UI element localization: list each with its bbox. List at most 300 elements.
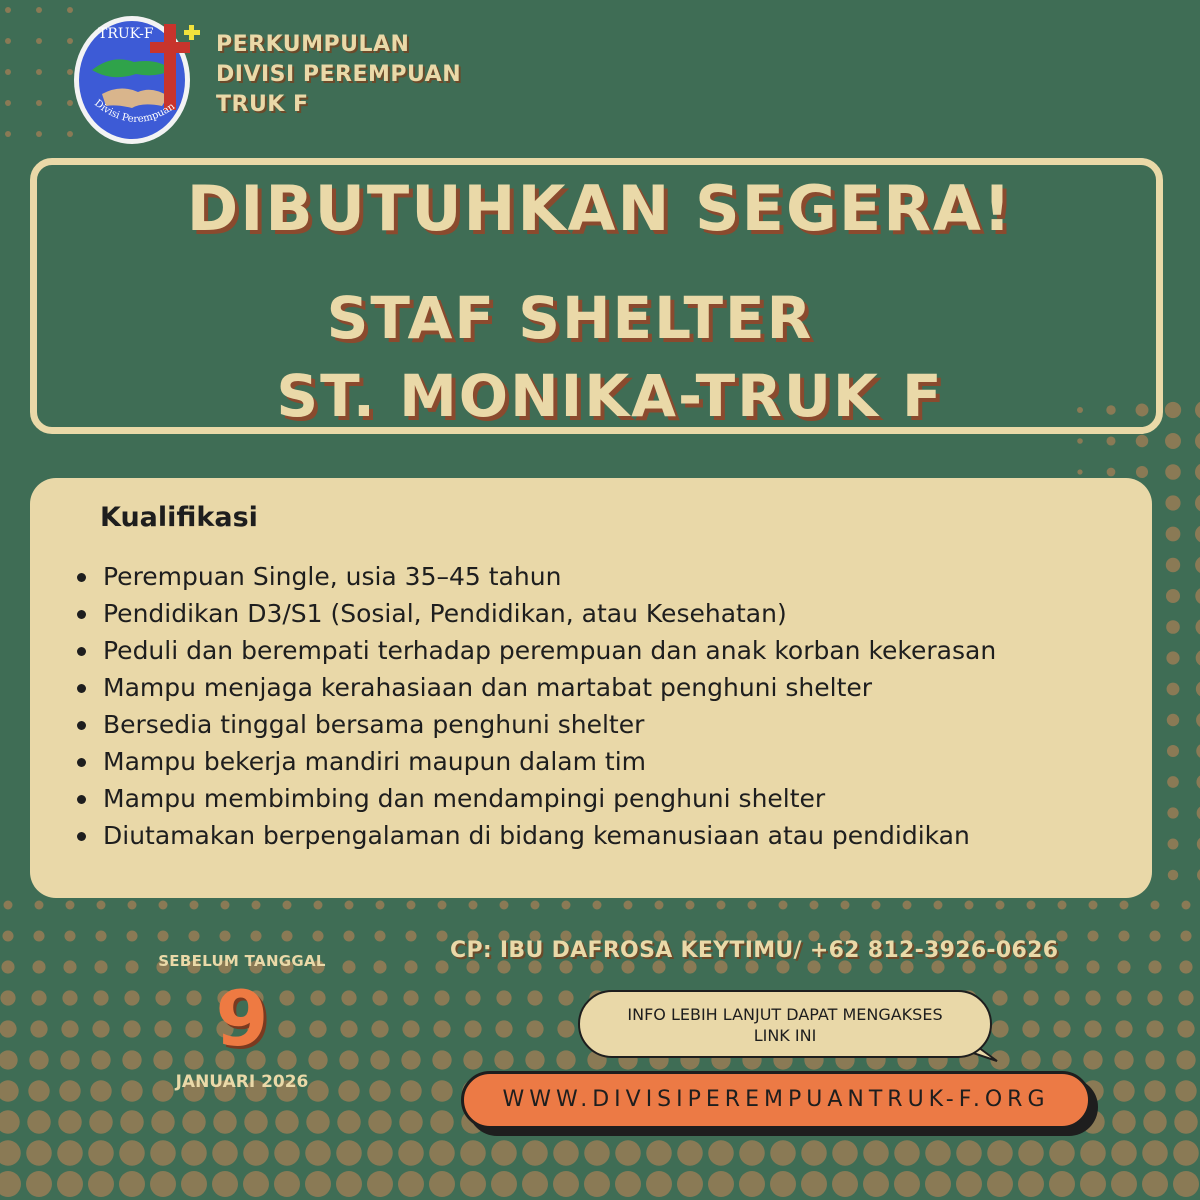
decor-dot [432, 1050, 451, 1069]
decor-dot [1180, 930, 1191, 941]
decor-dot [1018, 1171, 1044, 1197]
decor-dot [26, 1140, 52, 1166]
decor-dot [438, 901, 447, 910]
decor-dot [1195, 556, 1200, 574]
decor-dot [1197, 806, 1200, 821]
decor-dot [281, 930, 292, 941]
decor-dot [1114, 1050, 1133, 1069]
decor-dot [1027, 901, 1036, 910]
decor-dot [89, 1110, 112, 1133]
decor-dot [120, 1110, 143, 1133]
decor-dot [369, 1080, 390, 1101]
decor-dot [1165, 495, 1180, 510]
decor-dot [1118, 930, 1129, 941]
decor-dot [801, 1171, 827, 1197]
decor-dot [91, 1050, 110, 1069]
decor-dot [1083, 1050, 1102, 1069]
decor-dot [250, 930, 261, 941]
decor-dot [1148, 960, 1161, 973]
decor-dot [125, 960, 138, 973]
decor-dot [371, 1020, 388, 1037]
decor-dot [496, 990, 511, 1005]
decor-dot [956, 1171, 982, 1197]
decor-dot [1167, 714, 1179, 726]
decor-dot [863, 1140, 889, 1166]
decor-dot [677, 1171, 703, 1197]
decor-dot [64, 930, 75, 941]
decor-dot [342, 960, 355, 973]
decor-dot [36, 38, 42, 44]
decor-dot [372, 990, 387, 1005]
decor-dot [0, 1020, 17, 1037]
decor-dot [1142, 1171, 1168, 1197]
decor-dot [770, 1171, 796, 1197]
decor-dot [434, 990, 449, 1005]
decor-dot [841, 901, 850, 910]
decor-dot [491, 1171, 517, 1197]
decor-dot [1195, 494, 1200, 512]
decor-dot [29, 1050, 48, 1069]
decor-dot [1053, 1020, 1070, 1037]
decor-dot [1120, 901, 1129, 910]
decor-dot [686, 901, 695, 910]
decor-dot [1196, 743, 1200, 759]
decor-dot [97, 901, 106, 910]
decor-dot [252, 901, 261, 910]
decor-dot [934, 901, 943, 910]
decor-dot [739, 1140, 765, 1166]
decor-dot [36, 69, 42, 75]
decor-dot [4, 901, 13, 910]
decor-dot [0, 1171, 21, 1197]
decor-dot [35, 901, 44, 910]
decor-dot [553, 1140, 579, 1166]
contact-person: CP: IBU DAFROSA KEYTIMU/ +62 812-3926-0626 [450, 938, 1059, 963]
decor-dot [1049, 1171, 1075, 1197]
decor-dot [274, 1140, 300, 1166]
decor-dot [500, 901, 509, 910]
decor-dot [832, 1140, 858, 1166]
decor-dot [159, 901, 168, 910]
decor-dot [63, 960, 76, 973]
decor-dot [343, 930, 354, 941]
decor-dot [996, 901, 1005, 910]
decor-dot [1084, 1020, 1101, 1037]
decor-dot [1166, 527, 1181, 542]
decor-dot [903, 901, 912, 910]
decor-dot [243, 1171, 269, 1197]
decor-dot [95, 930, 106, 941]
decor-dot [1167, 745, 1179, 757]
decor-dot [367, 1140, 393, 1166]
decor-dot [1196, 650, 1200, 667]
decor-dot [219, 930, 230, 941]
decor-dot [36, 131, 42, 137]
decor-dot [522, 1171, 548, 1197]
decor-dot [429, 1171, 455, 1197]
decor-dot [0, 1050, 18, 1069]
decor-dot [126, 930, 137, 941]
org-line-1: PERKUMPULAN [216, 32, 410, 57]
decor-dot [403, 990, 418, 1005]
decor-dot [88, 1171, 114, 1197]
decor-dot [337, 1110, 360, 1133]
decor-dot [435, 960, 448, 973]
decor-dot [1151, 901, 1160, 910]
decor-dot [460, 1171, 486, 1197]
decor-dot [181, 1171, 207, 1197]
decor-dot [119, 1140, 145, 1166]
decor-dot [1195, 432, 1200, 450]
decor-dot [810, 901, 819, 910]
decor-dot [368, 1110, 391, 1133]
decor-dot [1077, 469, 1082, 474]
decor-dot [1087, 930, 1098, 941]
decor-dot [677, 1140, 703, 1166]
decor-dot [5, 38, 11, 44]
decor-dot [150, 1140, 176, 1166]
decor-dot [558, 990, 573, 1005]
decor-dot [562, 901, 571, 910]
decor-dot [925, 1140, 951, 1166]
decor-dot [62, 990, 77, 1005]
decor-dot [1166, 589, 1180, 603]
list-item: Bersedia tinggal bersama penghuni shelter [70, 706, 996, 743]
decor-dot [305, 1171, 331, 1197]
decor-dot [274, 1171, 300, 1197]
decor-dot [872, 901, 881, 910]
decor-dot [36, 7, 42, 13]
decor-dot [1107, 468, 1116, 477]
decor-dot [1149, 930, 1160, 941]
decor-dot [1174, 1110, 1197, 1133]
decor-dot [5, 69, 11, 75]
headline-location: ST. MONIKA-TRUK F [276, 362, 944, 430]
decor-dot [1178, 990, 1193, 1005]
decor-dot [1195, 463, 1200, 481]
decor-dot [469, 901, 478, 910]
decor-dot [1, 960, 14, 973]
decor-dot [221, 901, 230, 910]
decor-dot [1145, 1050, 1164, 1069]
decor-dot [593, 901, 602, 910]
decor-dot [832, 1171, 858, 1197]
decor-dot [646, 1171, 672, 1197]
decor-dot [1176, 1050, 1195, 1069]
decor-dot [1142, 1140, 1168, 1166]
deadline-day: 9 [215, 974, 269, 1063]
decor-dot [28, 1080, 49, 1101]
decor-dot [465, 990, 480, 1005]
decor-dot [655, 901, 664, 910]
decor-dot [557, 1020, 574, 1037]
decor-dot [1144, 1080, 1165, 1101]
decor-dot [399, 1110, 422, 1133]
decor-dot [1058, 901, 1067, 910]
decor-dot [770, 1140, 796, 1166]
decor-dot [1018, 1140, 1044, 1166]
decor-dot [345, 901, 354, 910]
decor-dot [1077, 438, 1083, 444]
decor-dot [157, 930, 168, 941]
decor-dot [739, 1171, 765, 1197]
website-link-button[interactable]: WWW.DIVISIPEREMPUANTRUK-F.ORG [461, 1071, 1091, 1129]
decor-dot [1086, 960, 1099, 973]
decor-dot [992, 990, 1007, 1005]
decor-dot [5, 100, 11, 106]
decor-dot [58, 1110, 81, 1133]
decor-dot [90, 1080, 111, 1101]
decor-dot [584, 1171, 610, 1197]
decor-dot [150, 1171, 176, 1197]
decor-dot [1136, 466, 1148, 478]
decor-dot [1168, 839, 1179, 850]
decor-dot [495, 1020, 512, 1037]
decor-dot [26, 1171, 52, 1197]
decor-dot [370, 1050, 389, 1069]
decor-dot [584, 1140, 610, 1166]
decor-dot [30, 1020, 47, 1037]
decor-dot [1116, 990, 1131, 1005]
decor-dot [1173, 1171, 1199, 1197]
decor-dot [460, 1140, 486, 1166]
decor-dot [1111, 1140, 1137, 1166]
decor-dot [57, 1140, 83, 1166]
decor-dot [1166, 620, 1180, 634]
decor-dot [128, 901, 137, 910]
decor-dot [306, 1110, 329, 1133]
decor-dot [748, 901, 757, 910]
decor-dot [405, 930, 416, 941]
org-line-2: DIVISI PEREMPUAN [216, 62, 462, 87]
decor-dot [894, 1171, 920, 1197]
decor-dot [1196, 774, 1200, 789]
decor-dot [312, 930, 323, 941]
decor-dot [0, 1110, 20, 1133]
decor-dot [36, 100, 42, 106]
decor-dot [2, 930, 13, 941]
decor-dot [1165, 433, 1181, 449]
decor-dot [27, 1110, 50, 1133]
decor-dot [121, 1080, 142, 1101]
decor-dot [463, 1050, 482, 1069]
decor-dot [494, 1050, 513, 1069]
decor-dot [1175, 1080, 1196, 1101]
decor-dot [92, 1020, 109, 1037]
list-item: Mampu membimbing dan mendampingi penghuni shelter [70, 780, 996, 817]
decor-dot [341, 990, 356, 1005]
decor-dot [124, 990, 139, 1005]
decor-dot [1195, 618, 1200, 635]
decor-dot [1023, 990, 1038, 1005]
decor-dot [1166, 558, 1180, 572]
logo-subtext: Divisi Perempuan [92, 97, 178, 126]
decor-dot [1195, 525, 1200, 543]
decor-dot [801, 1140, 827, 1166]
decor-dot [402, 1020, 419, 1037]
org-line-3: TRUK F [216, 92, 309, 117]
decor-dot [1049, 1140, 1075, 1166]
decor-dot [987, 1171, 1013, 1197]
decor-dot [244, 1110, 267, 1133]
decor-dot [522, 1140, 548, 1166]
decor-dot [1117, 960, 1130, 973]
decor-dot [1080, 1140, 1106, 1166]
decor-dot [1168, 870, 1179, 881]
decor-dot [31, 990, 46, 1005]
info-line-1: INFO LEBIH LANJUT DAPAT MENGAKSES [627, 1005, 943, 1024]
decor-dot [894, 1140, 920, 1166]
decor-dot [1177, 1020, 1194, 1037]
decor-dot [436, 930, 447, 941]
truk-f-logo [72, 12, 200, 146]
decor-dot [987, 1140, 1013, 1166]
decor-dot [1173, 1140, 1199, 1166]
decor-dot [188, 930, 199, 941]
decor-dot [708, 1171, 734, 1197]
decor-dot [5, 7, 11, 13]
info-speech-bubble [578, 990, 992, 1058]
decor-dot [1021, 1050, 1040, 1069]
decor-dot [433, 1020, 450, 1037]
decor-dot [243, 1140, 269, 1166]
decor-dot [531, 901, 540, 910]
decor-dot [88, 1140, 114, 1166]
headline-urgent: DIBUTUHKAN SEGERA! [186, 172, 1014, 245]
decor-dot [0, 1140, 21, 1166]
decor-dot [956, 1140, 982, 1166]
decor-dot [624, 901, 633, 910]
decor-dot [305, 1140, 331, 1166]
headline-position: STAF SHELTER [326, 284, 814, 352]
decor-dot [1195, 587, 1200, 604]
decor-dot [190, 901, 199, 910]
decor-dot [553, 1171, 579, 1197]
info-line-2: LINK INI [753, 1026, 817, 1045]
qualifications-list [70, 558, 996, 854]
decor-dot [407, 901, 416, 910]
decor-dot [1167, 683, 1180, 696]
decor-dot [66, 901, 75, 910]
decor-dot [119, 1171, 145, 1197]
decor-dot [373, 960, 386, 973]
qualifications-heading: Kualifikasi [100, 502, 258, 533]
decor-dot [863, 1171, 889, 1197]
decor-dot [1106, 436, 1115, 445]
decor-dot [314, 901, 323, 910]
decor-dot [525, 1050, 544, 1069]
decor-dot [615, 1171, 641, 1197]
decor-dot [212, 1140, 238, 1166]
decor-dot [336, 1140, 362, 1166]
decor-dot [376, 901, 385, 910]
decor-dot [0, 990, 15, 1005]
decor-dot [1196, 712, 1200, 728]
list-item: Mampu bekerja mandiri maupun dalam tim [70, 743, 996, 780]
decor-dot [1052, 1050, 1071, 1069]
decor-dot [398, 1140, 424, 1166]
decor-dot [374, 930, 385, 941]
decor-dot [1166, 651, 1179, 664]
decor-dot [1089, 901, 1098, 910]
decor-dot [1136, 435, 1149, 448]
decor-dot [32, 960, 45, 973]
decor-dot [93, 990, 108, 1005]
list-item: Perempuan Single, usia 35–45 tahun [70, 558, 996, 595]
decor-dot [401, 1050, 420, 1069]
decor-dot [123, 1020, 140, 1037]
decor-dot [57, 1171, 83, 1197]
decor-dot [1054, 990, 1069, 1005]
list-item: Peduli dan berempati terhadap perempuan dan anak korban kekerasan [70, 632, 996, 669]
decor-dot [33, 930, 44, 941]
decor-dot [1182, 901, 1191, 910]
decor-dot [400, 1080, 421, 1101]
decor-dot [708, 1140, 734, 1166]
decor-dot [527, 990, 542, 1005]
decor-dot [213, 1110, 236, 1133]
decor-dot [431, 1080, 452, 1101]
organization-name [216, 30, 461, 120]
decor-dot [0, 1080, 19, 1101]
qualifications-card [30, 478, 1152, 898]
decor-dot [283, 901, 292, 910]
decor-dot [151, 1110, 174, 1133]
decor-dot [1085, 990, 1100, 1005]
decor-dot [61, 1020, 78, 1037]
decor-dot [429, 1140, 455, 1166]
decor-dot [340, 1020, 357, 1037]
decor-dot [1112, 1110, 1135, 1133]
decor-dot [1147, 990, 1162, 1005]
decor-dot [336, 1171, 362, 1197]
decor-dot [60, 1050, 79, 1069]
decor-dot [526, 1020, 543, 1037]
decor-dot [339, 1050, 358, 1069]
decor-dot [491, 1140, 517, 1166]
decor-dot [404, 960, 417, 973]
decor-dot [212, 1171, 238, 1197]
decor-dot [1179, 960, 1192, 973]
decor-dot [1143, 1110, 1166, 1133]
decor-dot [1167, 776, 1179, 788]
decor-dot [1167, 807, 1178, 818]
decor-dot [398, 1171, 424, 1197]
decor-dot [925, 1171, 951, 1197]
decor-dot [1165, 464, 1181, 480]
decor-dot [182, 1110, 205, 1133]
list-item: Pendidikan D3/S1 (Sosial, Pendidikan, atau Kesehatan) [70, 595, 996, 632]
decor-dot [1080, 1171, 1106, 1197]
decor-dot [1146, 1020, 1163, 1037]
decor-dot [181, 1140, 207, 1166]
decor-dot [717, 901, 726, 910]
decor-dot [367, 1171, 393, 1197]
decor-dot [646, 1140, 672, 1166]
decor-dot [556, 1050, 575, 1069]
decor-dot [94, 960, 107, 973]
list-item: Diutamakan berpengalaman di bidang kemanusiaan atau pendidikan [70, 817, 996, 854]
deadline-month-year: JANUARI 2026 [175, 1072, 309, 1092]
decor-dot [122, 1050, 141, 1069]
decor-dot [275, 1110, 298, 1133]
decor-dot [338, 1080, 359, 1101]
decor-dot [779, 901, 788, 910]
decor-dot [965, 901, 974, 910]
deadline-label: SEBELUM TANGGAL [158, 952, 326, 970]
decor-dot [5, 131, 11, 137]
decor-dot [1113, 1080, 1134, 1101]
